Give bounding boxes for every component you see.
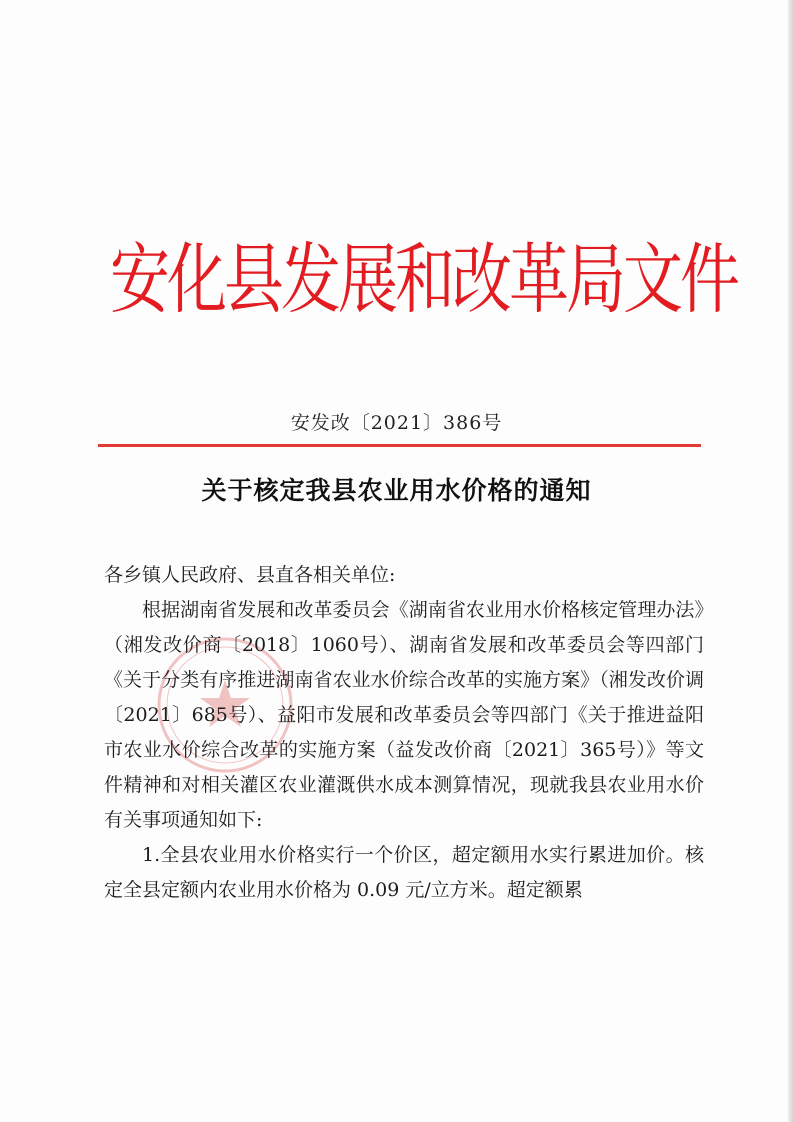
red-divider-line <box>98 444 701 447</box>
salutation-line: 各乡镇人民政府、县直各相关单位: <box>104 564 396 586</box>
scan-edge-shadow <box>788 0 793 1122</box>
notice-title: 关于核定我县农业用水价格的通知 <box>201 476 592 505</box>
body-paragraph: 根据湖南省发展和改革委员会《湖南省农业用水价格核定管理办法》（湘发改价商〔2018〕1060号）、湖南省发展和改革委员会等四部门《关于分类有序推进湖南省农业水价综合改革的实施方案》（湘发改价调〔2021〕685号）、益阳市发展和改革委员会等四部门《关于推进益阳市农业水价综合改革的实施方案（益发改价商〔2021〕365号）》等文件精神和对相关灌区农业灌溉供水成本测算情况，现就我县农业用水价有关事项通知如下: <box>104 599 704 831</box>
body-paragraph: 1.全县农业用水价格实行一个价区，超定额用水实行累进加价。核定全县定额内农业用水价格为 0.09 元/立方米。超定额累 <box>104 844 704 901</box>
notice-body <box>104 558 704 908</box>
document-number: 安发改〔2021〕386号 <box>290 412 503 434</box>
document-issuer-header: 安化县发展和改革局文件 <box>110 235 737 326</box>
